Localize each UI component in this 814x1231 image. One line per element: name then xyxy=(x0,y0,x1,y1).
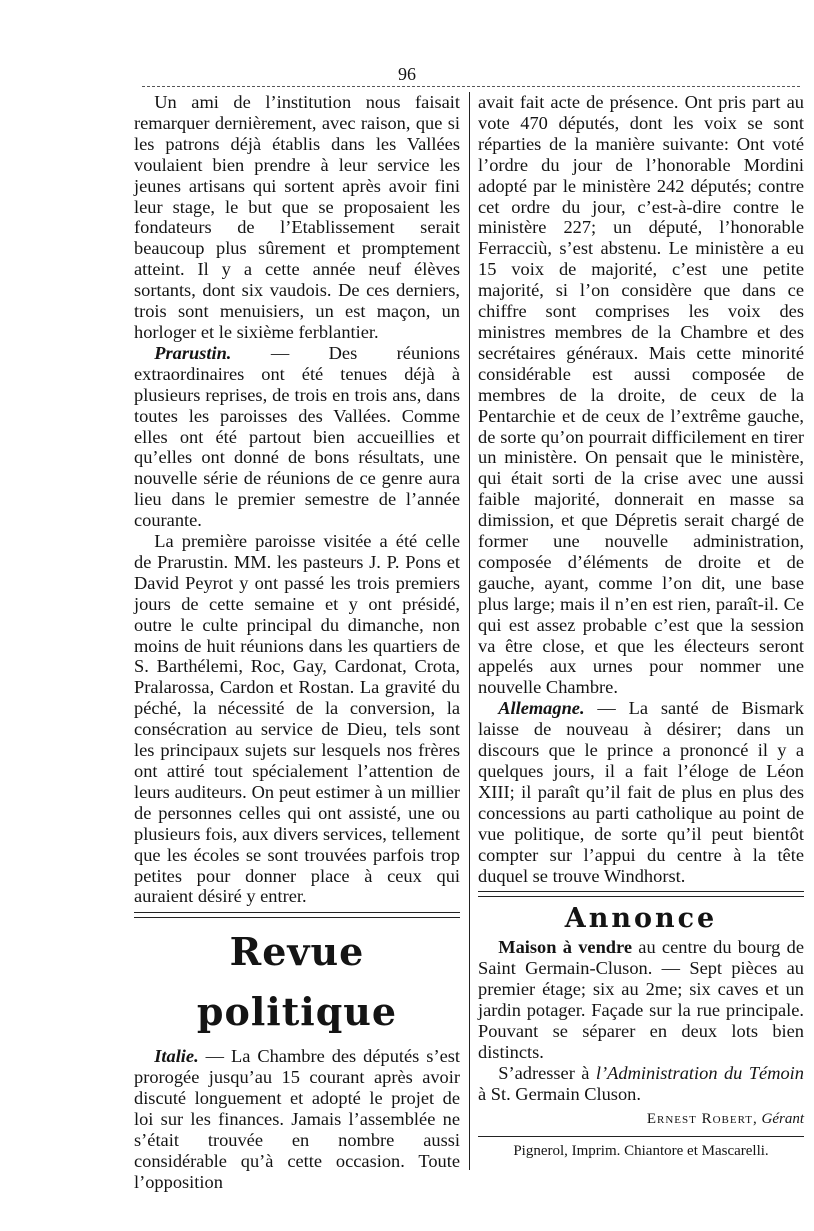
paragraph-allemagne-text: — La santé de Bismark laisse de nouveau à désirer; dans un discours que le prince a prononcé il y a quelques jours, il a fait l’éloge de Léon XIII; il paraît qu’il fait de plus en plus des concessions au parti catholique au point de vue politique, de sorte qu’il peut bientôt compter sur l’appui du centre à la tête duquel se trouve Windhorst. xyxy=(478,698,804,886)
gerant-role: Gérant xyxy=(761,1110,804,1127)
paragraph-italie-text: — La Chambre des députés s’est prorogée jusqu’au 15 courant après avoir discuté longuement et adopté le projet de loi sur les finances. Jamais l’assemblée ne s’était trouvée en nombre aussi considérable qu’à cette occasion. Toute l’opposition xyxy=(134,1046,460,1192)
contact-administration: l’Administration du Témoin xyxy=(595,1062,804,1083)
section-title: Revue politique xyxy=(196,929,398,1035)
contact-prefix: S’adresser à xyxy=(498,1062,596,1083)
paragraph-institution: Un ami de l’institution nous faisait remarquer dernièrement, avec raison, que si les patrons déjà établis dans les Vallées voulaient bien prendre à leur service les jeunes artisans qui sortent après avoir fini leur stage, le but que se proposaient les fondateurs de l’Etablissement serait beaucoup plus sûrement et promptement atteint. Il y a cette année neuf élèves sortants, dont six vaudois. De ces derniers, trois sont menuisiers, un est maçon, un horloger et le sixième ferblantier. xyxy=(134,92,460,342)
section-divider xyxy=(134,912,460,918)
gerant-name: Ernest Robert, xyxy=(646,1110,758,1127)
advertisement xyxy=(478,937,804,1062)
column-divider xyxy=(469,92,470,1170)
paragraph-italie-continued: avait fait acte de présence. Ont pris part au vote 470 députés, dont les voix se sont réparties de la manière suivante: Ont voté l’ordre du jour de l’honorable Mordini adopté par le ministère 242 députés; contre cet ordre du jour, c’est-à-dire contre le ministère 227; un député, l’honorable Ferracciù, s’est abstenu. Le ministère a eu 15 voix de majorité, c’est une petite majorité, si l’on considère que dans ce chiffre sont comprises les voix des ministres membres de la Chambre et des secrétaires généraux. Mais cette minorité considérable est aussi composée de membres de la droite, de ceux de la Pentarchie et de ceux de l’extrême gauche, de sorte qu’on pourrait difficilement en tirer un ministère. On pensait que le ministère, qui était sorti de la crise avec une aussi faible majorité, donnerait en masse sa dimission, et que Dépretis serait chargé de former une nouvelle administration, composée d’éléments de droite et de gauche, ayant, comme l’on dit, une base plus large; mais il n’en est rien, paraît-il. Ce qui est assez probable c’est que la session va être close, et que les électeurs seront appelés aux urnes pour nommer une nouvelle Chambre. xyxy=(478,92,804,698)
advertisement-contact xyxy=(478,1063,804,1105)
left-column xyxy=(134,92,460,1193)
annonce-title: Annonce xyxy=(564,903,718,935)
footer-rule xyxy=(478,1136,804,1137)
gerant-line xyxy=(478,1109,804,1130)
paragraph-prarustin xyxy=(134,343,460,531)
rubric-prarustin: Prarustin. xyxy=(154,342,232,363)
advertisement-text: au centre du bourg de Saint Germain-Cluson. — Sept pièces au premier étage; six au 2me; six caves et un jardin potager. Façade sur la rue principale. Pouvant se séparer en deux lots bien distincts. xyxy=(478,937,804,1062)
header-rule xyxy=(142,86,800,87)
annonce-divider xyxy=(478,891,804,897)
rubric-italie: Italie. xyxy=(154,1046,199,1067)
paragraph-prarustin-text: — Des réunions extraordinaires ont été tenues déjà à plusieurs reprises, de trois en trois ans, dans toutes les paroisses des Vallées. Comme elles ont été partout bien accueillies et qu’elles ont donné de bons résultats, une nouvelle série de réunions de ce genre aura lieu dans le premier semestre de l’année courante. xyxy=(134,342,460,531)
contact-suffix: à St. Germain Cluson. xyxy=(478,1083,641,1104)
paragraph-italie xyxy=(134,1046,460,1192)
page-number: 96 xyxy=(398,64,416,84)
right-column xyxy=(478,92,804,1162)
paragraph-first-parish: La première paroisse visitée a été celle de Prarustin. MM. les pasteurs J. P. Pons et David Peyrot y ont passé les trois premiers jours de cette semaine et y ont présidé, outre le culte principal du dimanche, non moins de huit réunions dans les quartiers de S. Barthélemi, Roc, Gay, Cardonat, Crota, Pralarossa, Cardon et Rostan. La gravité du péché, la nécessité de la conversion, la consécration au service de Dieu, tels sont les principaux sujets sur lesquels nos frères ont attiré tout spécialement l’attention de leurs auditeurs. On peut estimer à un millier de personnes celles qui ont assisté, une ou plusieurs fois, aux divers services, tellement que les écoles se sont trouvées parfois trop petites pour donner place à ceux qui auraient désiré y entrer. xyxy=(134,531,460,907)
advertisement-lead: Maison à vendre xyxy=(498,937,633,958)
rubric-allemagne: Allemagne. xyxy=(498,698,585,719)
printer-imprint: Pignerol, Imprim. Chiantore et Mascarelli. xyxy=(513,1142,769,1159)
paragraph-allemagne xyxy=(478,698,804,886)
